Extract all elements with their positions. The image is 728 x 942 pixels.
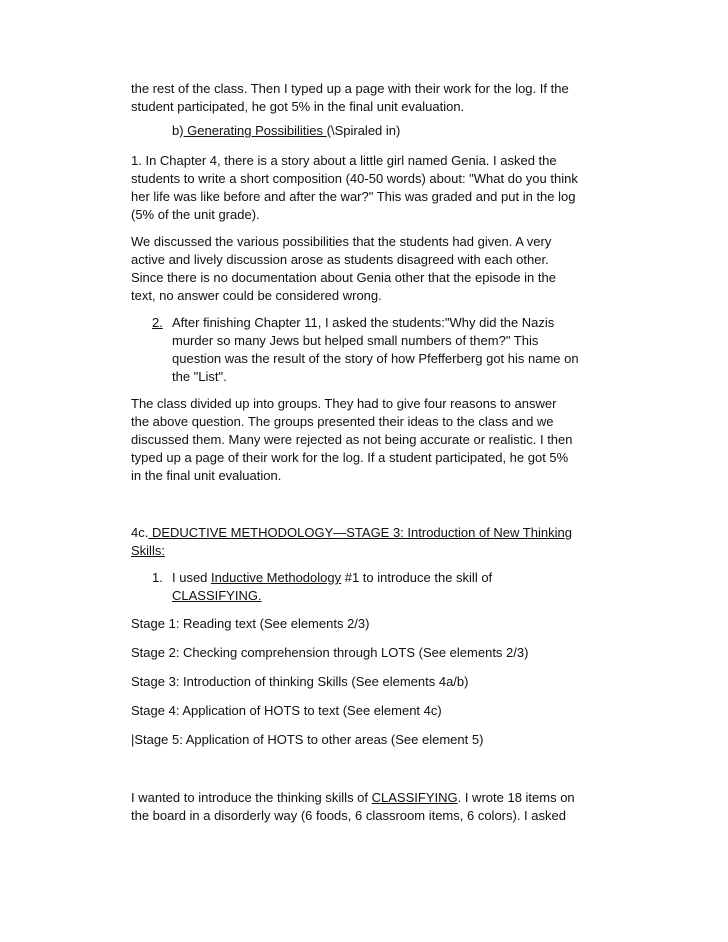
text-span: . I wrote 18 items on xyxy=(457,790,575,805)
list-item-classifying xyxy=(131,569,601,605)
stage-5-line: |Stage 5: Application of HOTS to other areas (See element 5) xyxy=(131,732,484,747)
text-line: the rest of the class. Then I typed up a page with their work for the log. If the xyxy=(131,81,569,96)
text-line: (5% of the unit grade). xyxy=(131,207,260,222)
text-line: text, no answer could be considered wrong. xyxy=(131,288,382,303)
text-line: active and lively discussion arose as students disagreed with each other. xyxy=(131,252,549,267)
text-line: student participated, he got 5% in the final unit evaluation. xyxy=(131,99,465,114)
text-line: After finishing Chapter 11, I asked the students:"Why did the Nazis xyxy=(172,315,555,330)
text-line: the board in a disorderly way (6 foods, 6 classroom items, 6 colors). I asked xyxy=(131,808,566,823)
classifying-keyword: CLASSIFYING xyxy=(371,790,458,805)
list-item-chapter-11 xyxy=(131,314,601,386)
list-number: 1. xyxy=(152,570,163,585)
section-title-cont: Skills: xyxy=(131,543,165,558)
paragraph-discussion xyxy=(131,233,601,305)
text-line: 1. In Chapter 4, there is a story about a little girl named Genia. I asked the xyxy=(131,153,557,168)
text-span: #1 to introduce the skill of xyxy=(341,570,493,585)
stage-4-line: Stage 4: Application of HOTS to text (See element 4c) xyxy=(131,703,442,718)
subheading-prefix: b) xyxy=(172,123,184,138)
section-title: DEDUCTIVE METHODOLOGY—STAGE 3: Introduction of New Thinking xyxy=(148,525,572,540)
stage-3-line: Stage 3: Introduction of thinking Skills (See elements 4a/b) xyxy=(131,674,469,689)
subheading-generating-possibilities xyxy=(131,122,601,140)
text-line: question was the result of the story of how Pfefferberg got his name on xyxy=(172,351,579,366)
text-span: I wanted to introduce the thinking skills of xyxy=(131,790,372,805)
stage-1-line: Stage 1: Reading text (See elements 2/3) xyxy=(131,616,370,631)
paragraph-genia-composition xyxy=(131,152,601,224)
inductive-methodology-link[interactable]: Inductive Methodology xyxy=(211,570,342,585)
text-line: Since there is no documentation about Genia other that the episode in the xyxy=(131,270,556,285)
text-line: students to write a short composition (40-50 words) about: "What do you think xyxy=(131,171,578,186)
document-body xyxy=(131,80,601,825)
list-number: 2. xyxy=(152,315,163,330)
text-line: her life was like before and after the war?" This was graded and put in the log xyxy=(131,189,576,204)
subheading-suffix: (\Spiraled in) xyxy=(326,123,401,138)
text-line: in the final unit evaluation. xyxy=(131,468,282,483)
subheading-title: Generating Possibilities xyxy=(183,123,327,138)
paragraph-group-work xyxy=(131,395,601,485)
text-line: We discussed the various possibilities that the students had given. A very xyxy=(131,234,552,249)
text-line: typed up a page of their work for the log. If a student participated, he got 5% xyxy=(131,450,569,465)
classifying-term: CLASSIFYING. xyxy=(172,588,262,603)
paragraph-classifying-intro xyxy=(131,789,601,825)
text-span: I used xyxy=(172,570,212,585)
text-line: The class divided up into groups. They had to give four reasons to answer xyxy=(131,396,557,411)
text-line: discussed them. Many were rejected as not being accurate or realistic. I then xyxy=(131,432,573,447)
section-number: 4c. xyxy=(131,525,149,540)
paragraph-log-participation xyxy=(131,80,601,116)
stage-2-line: Stage 2: Checking comprehension through LOTS (See elements 2/3) xyxy=(131,645,529,660)
text-line: the "List". xyxy=(172,369,227,384)
text-line: the above question. The groups presented their ideas to the class and we xyxy=(131,414,554,429)
section-heading-4c xyxy=(131,524,601,560)
text-line: murder so many Jews but helped small numbers of them?" This xyxy=(172,333,539,348)
